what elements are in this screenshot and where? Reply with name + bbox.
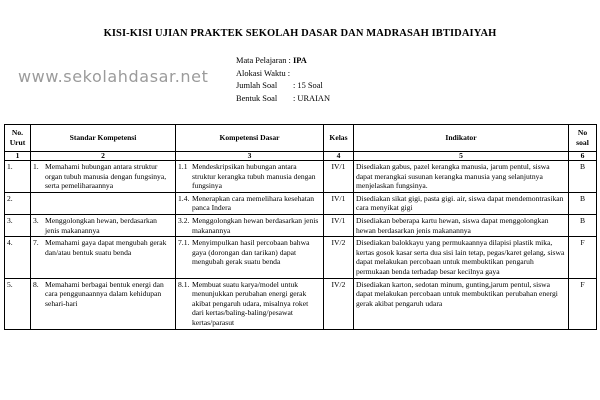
no-soal-cell: F — [569, 278, 597, 329]
kd-text: Menyimpulkan hasil percobaan bahwa gaya (dorongan dan tarikan) dapat mengubah gerak suatu benda — [192, 238, 310, 267]
column-number: 1 — [5, 152, 31, 161]
bentuk-soal-value: : URAIAN — [293, 93, 330, 103]
bentuk-soal-label: Bentuk Soal — [236, 93, 278, 103]
kompetensi-dasar-cell — [176, 278, 324, 329]
column-number: 6 — [569, 152, 597, 161]
no-soal-cell: B — [569, 161, 597, 193]
indikator-cell: Disediakan balokkayu yang permukaannya dilapisi plastik mika, kertas gosok kasar serta dua sisi lain tetap, pegas/karet gelang, siswa dapat melakukan percobaan untuk membuktikan pengaruh permukaan benda terhadap besar kecilnya gaya — [354, 237, 569, 278]
header-kelas: Kelas — [324, 125, 354, 152]
standar-kompetensi-cell — [31, 278, 176, 329]
kd-text: Menggolongkan hewan berdasarkan jenis makanannya — [192, 215, 319, 235]
standar-kompetensi-cell — [31, 237, 176, 278]
header-standar-kompetensi: Standar Kompetensi — [31, 125, 176, 152]
standar-kompetensi-cell — [31, 192, 176, 214]
kompetensi-dasar-cell — [176, 237, 324, 278]
alokasi-waktu-row — [236, 68, 330, 81]
row-number: 3. — [5, 214, 31, 236]
subject-info — [236, 55, 330, 105]
column-number: 3 — [176, 152, 324, 161]
kd-text: Menerapkan cara memelihara kesehatan panca Indera — [192, 193, 315, 213]
indikator-cell: Disediakan beberapa kartu hewan, siswa dapat menggolongkan hewan berdasarkan jenis makanannya — [354, 214, 569, 236]
kelas-cell: IV/1 — [324, 214, 354, 236]
sk-number: 1. — [33, 162, 39, 171]
kd-number: 1.4. — [178, 193, 190, 203]
row-number: 1. — [5, 161, 31, 193]
kd-number: 8.1. — [178, 279, 190, 289]
no-soal-cell: B — [569, 192, 597, 214]
header-no-soal: No soal — [569, 125, 597, 152]
mata-pelajaran-value: IPA — [292, 56, 307, 65]
watermark: www.sekolahdasar.net — [18, 67, 209, 86]
row-number: 5. — [5, 278, 31, 329]
table-header-row — [5, 125, 597, 152]
jumlah-soal-label: Jumlah Soal — [236, 81, 278, 91]
table-row — [5, 278, 597, 329]
indikator-cell: Disediakan sikat gigi, pasta gigi. air, siswa dapat mendemontrasikan cara menyikat gigi — [354, 192, 569, 214]
mata-pelajaran-label: Mata Pelajaran : — [236, 56, 291, 65]
indikator-cell: Disediakan gabus, pazel kerangka manusia, jarum pentul, siswa dapat merangkai susunan kerangka manusia yang selanjutnya menjelaskan fungsinya. — [354, 161, 569, 193]
column-number: 4 — [324, 152, 354, 161]
kd-number: 7.1. — [178, 238, 190, 248]
table-row — [5, 214, 597, 236]
kompetensi-dasar-cell — [176, 192, 324, 214]
alokasi-waktu-label: Alokasi Waktu : — [236, 68, 291, 78]
no-soal-cell: B — [569, 214, 597, 236]
sk-text: Memahami gaya dapat mengubah gerak dan/atau bentuk suatu benda — [45, 238, 167, 257]
header-indikator: Indikator — [354, 125, 569, 152]
indikator-cell: Disediakan karton, sedotan minum, gunting,jarum pentul, siswa dapat melakukan percobaan untuk membuktikan perubahan energi gerak akibat pengaruh udara — [354, 278, 569, 329]
sk-number: 8. — [33, 279, 39, 289]
sk-number: 7. — [33, 238, 39, 248]
kisi-kisi-table — [4, 124, 597, 330]
kd-text: Mendeskripsikan hubungan antara struktur kerangka tubuh manusia dengan fungsinya — [192, 162, 316, 191]
table-row — [5, 192, 597, 214]
kelas-cell: IV/1 — [324, 161, 354, 193]
kelas-cell: IV/2 — [324, 278, 354, 329]
sk-text: Memahami hubungan antara struktur organ tubuh manusia dengan fungsinya, serta pemeliharaannya — [45, 162, 167, 191]
kelas-cell: IV/2 — [324, 237, 354, 278]
column-number-row — [5, 152, 597, 161]
jumlah-soal-value: : 15 Soal — [293, 81, 323, 91]
jumlah-soal-row — [236, 80, 330, 93]
table-row — [5, 161, 597, 193]
kd-text: Membuat suatu karya/model untuk menunjukkan perubahan energi gerak akibat pengaruh udara, misalnya roket dari kertas/baling-baling/pesawat kertas/parasut — [192, 279, 309, 327]
kelas-cell: IV/1 — [324, 192, 354, 214]
kd-number: 3.2. — [178, 215, 190, 225]
table-row — [5, 237, 597, 278]
bentuk-soal-row — [236, 93, 330, 106]
standar-kompetensi-cell — [31, 161, 176, 193]
column-number: 2 — [31, 152, 176, 161]
row-number: 2. — [5, 192, 31, 214]
row-number: 4. — [5, 237, 31, 278]
no-soal-cell: F — [569, 237, 597, 278]
standar-kompetensi-cell — [31, 214, 176, 236]
kd-number: 1.1 — [178, 162, 188, 171]
document-title: KISI-KISI UJIAN PRAKTEK SEKOLAH DASAR DAN MADRASAH IBTIDAIYAH — [103, 28, 497, 39]
mata-pelajaran-row — [236, 55, 330, 68]
sk-text: Menggolongkan hewan, berdasarkan jenis makanannya — [45, 215, 157, 235]
header-no-urut: No. Urut — [5, 125, 31, 152]
column-number: 5 — [354, 152, 569, 161]
kompetensi-dasar-cell — [176, 161, 324, 193]
kompetensi-dasar-cell — [176, 214, 324, 236]
sk-number: 3. — [33, 215, 39, 225]
sk-text: Memahami berbagai bentuk energi dan cara penggunaannya dalam kehidupan sehari-hari — [45, 279, 164, 308]
header-kompetensi-dasar: Kompetensi Dasar — [176, 125, 324, 152]
